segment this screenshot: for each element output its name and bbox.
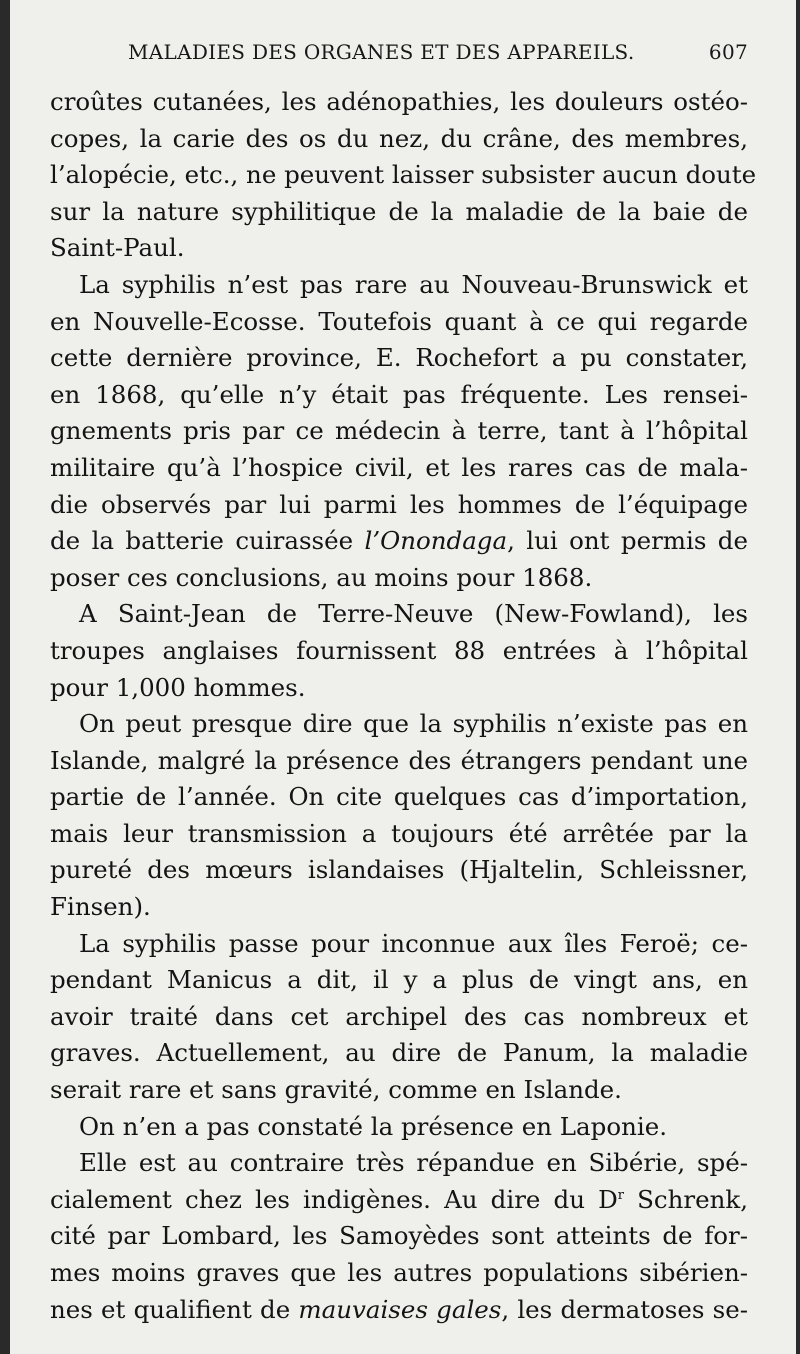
text-line: troupes anglaises fournissent 88 entrées à l’hôpital xyxy=(50,635,748,665)
paragraph xyxy=(50,926,748,1109)
text-line: mes moins graves que les autres populations sibérien- xyxy=(50,1258,748,1287)
text-run: cialement chez les indigènes. Au dire du D xyxy=(50,1184,618,1214)
text-line: militaire qu’à l’hospice civil, et les rares cas de mala- xyxy=(50,452,748,482)
page-header xyxy=(10,40,796,74)
text-run: de la batterie cuirassée xyxy=(50,526,365,556)
page-body xyxy=(50,84,757,1328)
text-line: pour 1,000 hommes. xyxy=(50,672,306,702)
text-line: La syphilis n’est pas rare au Nouveau-Brunswick et xyxy=(79,269,748,299)
text-line: Elle est au contraire très répandue en Sibérie, spé- xyxy=(79,1148,748,1178)
text-line: Saint-Paul. xyxy=(50,233,185,263)
paragraph xyxy=(50,1109,748,1146)
superscript: r xyxy=(617,1187,624,1203)
text-line xyxy=(50,523,748,560)
text-line: pureté des mœurs islandaises (Hjaltelin, Schleissner, xyxy=(50,855,748,885)
text-run: , les dermatoses se- xyxy=(501,1294,748,1324)
text-line: gnements pris par ce médecin à terre, tant à l’hôpital xyxy=(50,416,748,446)
ship-name-italic: l’Onondaga xyxy=(364,526,508,556)
text-line: graves. Actuellement, au dire de Panum, la maladie xyxy=(50,1038,748,1068)
text-line: avoir traité dans cet archipel des cas nombreux et xyxy=(50,1001,748,1031)
paragraph xyxy=(50,1145,748,1328)
text-line: Finsen). xyxy=(50,892,151,922)
text-line: l’alopécie, etc., ne peuvent laisser subsister aucun doute xyxy=(50,160,757,190)
text-line xyxy=(50,1182,748,1219)
text-line: mais leur transmission a toujours été arrêtée par la xyxy=(50,818,748,848)
text-line: die observés par lui parmi les hommes de l’équipage xyxy=(50,489,748,519)
text-line: partie de l’année. On cite quelques cas d’importation, xyxy=(50,782,748,812)
text-line: On peut presque dire que la syphilis n’existe pas en xyxy=(79,709,748,739)
text-line: On n’en a pas constaté la présence en Laponie. xyxy=(79,1111,667,1141)
text-line: en Nouvelle-Ecosse. Toutefois quant à ce qui regarde xyxy=(50,306,748,336)
paragraph xyxy=(50,706,748,926)
text-line xyxy=(50,1292,748,1329)
text-line: sur la nature syphilitique de la maladie de la baie de xyxy=(50,196,748,226)
text-line: serait rare et sans gravité, comme en Islande. xyxy=(50,1075,622,1105)
page-number: 607 xyxy=(708,40,748,64)
running-head: MALADIES DES ORGANES ET DES APPAREILS. xyxy=(128,40,635,64)
text-run: nes et qualifient de xyxy=(50,1294,299,1324)
text-line: Islande, malgré la présence des étrangers pendant une xyxy=(50,745,748,775)
text-line: en 1868, qu’elle n’y était pas fréquente. Les rensei- xyxy=(50,379,748,409)
text-line: pendant Manicus a dit, il y a plus de vingt ans, en xyxy=(50,965,748,995)
text-line: cité par Lombard, les Samoyèdes sont atteints de for- xyxy=(50,1221,748,1251)
paragraph xyxy=(50,267,748,596)
paragraph xyxy=(50,596,748,706)
book-page xyxy=(10,0,796,1354)
text-line: A Saint-Jean de Terre-Neuve (New-Fowland), les xyxy=(79,599,748,629)
text-line: poser ces conclusions, au moins pour 1868. xyxy=(50,562,593,592)
text-run: , lui ont permis de xyxy=(507,526,748,556)
text-run: Schrenk, xyxy=(623,1184,748,1214)
paragraph xyxy=(50,84,757,267)
text-line: La syphilis passe pour inconnue aux îles Feroë; ce- xyxy=(79,928,748,958)
text-line: cette dernière province, E. Rochefort a pu constater, xyxy=(50,343,748,373)
text-line: croûtes cutanées, les adénopathies, les douleurs ostéo- xyxy=(50,87,748,116)
text-line: copes, la carie des os du nez, du crâne, des membres, xyxy=(50,123,748,153)
italic-term: mauvaises gales xyxy=(298,1294,502,1324)
